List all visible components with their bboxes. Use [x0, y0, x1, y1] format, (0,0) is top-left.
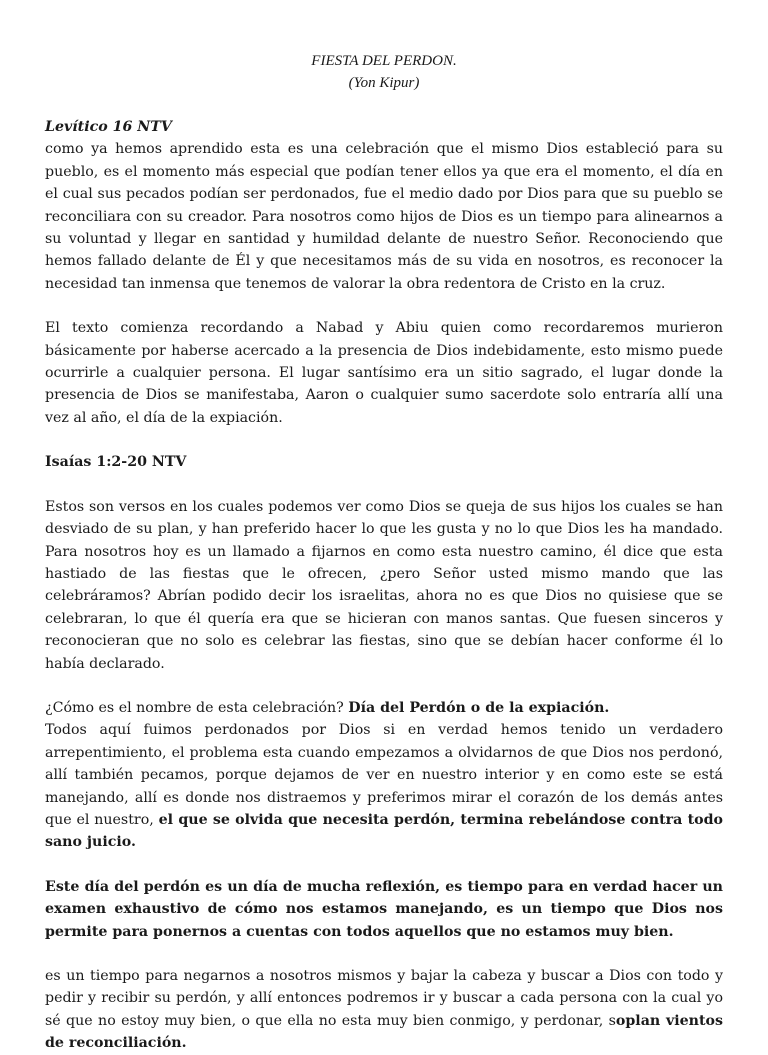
paragraph-7-bold: oplan vientos de reconciliación.	[45, 1012, 723, 1052]
paragraph-7-text: es un tiempo para negarnos a nosotros mismos y bajar la cabeza y buscar a Dios con todo y pedir y recibir su perdón, y allí entonces podremos ir y buscar a cada persona con la cual yo sé que no estoy muy bien, o que ella no esta muy bien conmigo, y perdonar, s	[45, 968, 723, 1029]
title-line-1: FIESTA DEL PERDON.	[311, 53, 457, 69]
document-title	[45, 50, 723, 94]
title-line-2: (Yon Kipur)	[348, 75, 420, 91]
paragraph-3: Estos son versos en los cuales podemos ver como Dios se queja de sus hijos los cuales se han desviado de su plan, y han preferido hacer lo que les gusta y no lo que Dios les ha mandado. Para nosotros hoy es un llamado a fijarnos en como esta nuestro camino, él dice que esta hastiado de las fiestas que le ofrecen, ¿pero Señor usted mismo mando que las celebráramos? Abrían podido decir los israelitas, ahora no es que Dios no quisiese que se celebraran, lo que él quería era que se hicieran con manos santas. Que fuesen sinceros y reconocieran que no solo es celebrar las fiestas, sino que se debían hacer conforme él lo había declarado.	[45, 498, 723, 672]
paragraph-5	[45, 719, 723, 853]
question-text: ¿Cómo es el nombre de esta celebración?	[45, 699, 349, 716]
paragraph-4	[45, 697, 723, 719]
paragraph-5-bold: el que se olvida que necesita perdón, termina rebelándose contra todo sano juicio.	[45, 811, 723, 851]
paragraph-5-text: Todos aquí fuimos perdonados por Dios si en verdad hemos tenido un verdadero arrepentimiento, el problema esta cuando empezamos a olvidarnos de que Dios nos perdonó, allí también pecamos, porque dejamos de ver en nuestro interior y en como este se está manejando, allí es donde nos distraemos y preferimos mirar el corazón de los demás antes que el nuestro,	[45, 722, 723, 828]
paragraph-1: como ya hemos aprendido esta es una celebración que el mismo Dios estableció para su pueblo, es el momento más especial que podían tener ellos ya que era el momento, el día en el cual sus pecados podían ser perdonados, fue el medio dado por Dios para que su pueblo se reconciliara con su creador. Para nosotros como hijos de Dios es un tiempo para alinearnos a su voluntad y llegar en santidad y humildad delante de nuestro Señor. Reconociendo que hemos fallado delante de Él y que necesitamos más de su vida en nosotros, es reconocer la necesidad tan inmensa que tenemos de valorar la obra redentora de Cristo en la cruz.	[45, 141, 723, 292]
paragraph-2: El texto comienza recordando a Nabad y Abiu quien como recordaremos murieron básicamente por haberse acercado a la presencia de Dios indebidamente, esto mismo puede ocurrirle a cualquier persona. El lugar santísimo era un sitio sagrado, el lugar donde la presencia de Dios se manifestaba, Aaron o cualquier sumo sacerdote solo entraría allí una vez al año, el día de la expiación.	[45, 320, 723, 426]
scripture-reference-leviticus: Levítico 16 NTV	[45, 119, 172, 135]
question-answer: Día del Perdón o de la expiación.	[348, 699, 610, 716]
paragraph-7	[45, 965, 723, 1055]
scripture-reference-isaiah: Isaías 1:2-20 NTV	[45, 454, 187, 471]
paragraph-6: Este día del perdón es un día de mucha reflexión, es tiempo para en verdad hacer un examen exhaustivo de cómo nos estamos manejando, es un tiempo que Dios nos permite para ponernos a cuentas con todos aquellos que no estamos muy bien.	[45, 878, 723, 940]
document-page	[45, 50, 723, 1055]
